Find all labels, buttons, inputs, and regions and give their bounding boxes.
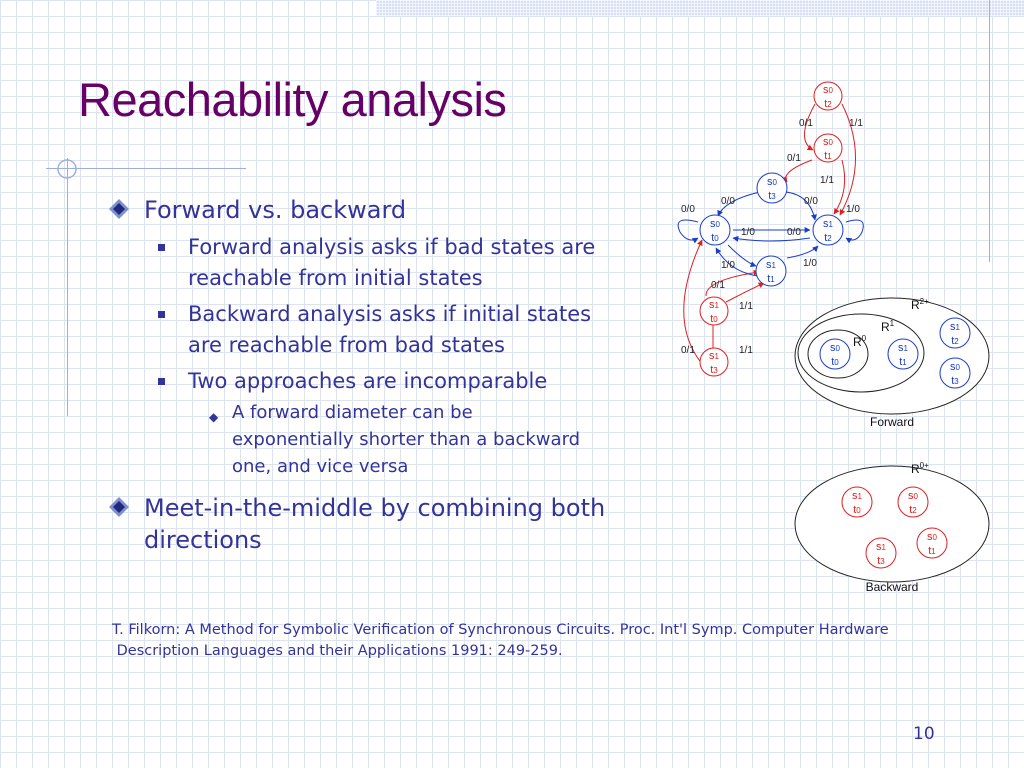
svg-text:s0: s0 xyxy=(823,84,833,96)
sub-bullet-incomparable xyxy=(106,366,646,397)
backward-caption: Backward xyxy=(865,580,919,594)
svg-text:s1: s1 xyxy=(709,350,719,362)
forward-set-diagram xyxy=(795,297,989,429)
decorative-circle-icon xyxy=(55,157,79,181)
sub-bullet-line: Forward analysis asks if bad states are xyxy=(188,235,596,259)
svg-text:s0: s0 xyxy=(950,361,960,373)
edge-label: 0/1 xyxy=(681,345,695,356)
bullet-line: directions xyxy=(144,526,262,554)
svg-text:s0: s0 xyxy=(767,176,777,188)
decorative-vertical-line xyxy=(67,158,68,416)
sub-bullet-backward-analysis xyxy=(106,299,646,361)
svg-text:t1: t1 xyxy=(824,150,832,162)
svg-text:s1: s1 xyxy=(852,490,862,502)
edge-label: 0/0 xyxy=(681,204,695,215)
edge-label: 0/0 xyxy=(804,196,818,207)
diamond-bullet-icon xyxy=(108,496,130,518)
edge-label: 0/0 xyxy=(787,227,801,238)
state-node-s1t2 xyxy=(813,215,843,245)
svg-text:s0: s0 xyxy=(927,531,937,543)
set-label-R1: $R^1$ xyxy=(881,319,895,334)
set-node-s0t1 xyxy=(917,528,947,558)
sub-sub-bullet-diameter xyxy=(106,399,622,480)
sub-bullet-line: reachable from initial states xyxy=(188,266,483,290)
edge-label: 0/1 xyxy=(787,153,801,164)
sub-bullet-forward-analysis xyxy=(106,232,646,294)
svg-text:s1: s1 xyxy=(766,259,776,271)
bullet-meet-in-the-middle xyxy=(106,492,646,556)
svg-text:s1: s1 xyxy=(898,342,908,354)
small-diamond-bullet-icon: ◆ xyxy=(209,410,219,424)
svg-text:t1: t1 xyxy=(928,545,936,557)
set-node-s0t2 xyxy=(898,487,928,517)
square-bullet-icon xyxy=(158,311,165,318)
svg-text:s1: s1 xyxy=(823,218,833,230)
edge-label: 1/0 xyxy=(803,258,817,269)
set-label-R0: $R^0$ xyxy=(853,334,867,349)
svg-text:s1: s1 xyxy=(950,321,960,333)
set-node-s1t3 xyxy=(866,538,896,568)
svg-text:t1: t1 xyxy=(899,356,907,368)
state-node-s1t3 xyxy=(700,348,728,376)
edge-label: 1/1 xyxy=(739,301,753,312)
reachability-sets-diagram xyxy=(785,290,995,600)
sub-bullet-line: are reachable from bad states xyxy=(188,333,505,357)
svg-text:t0: t0 xyxy=(831,356,839,368)
svg-text:t0: t0 xyxy=(710,313,718,325)
bullet-line: Meet-in-the-middle by combining both xyxy=(144,494,606,522)
set-node-s1t2 xyxy=(940,318,970,348)
state-node-s0t0 xyxy=(700,215,730,245)
sub-sub-bullet-line: A forward diameter can be xyxy=(232,402,473,423)
svg-text:t0: t0 xyxy=(853,504,861,516)
svg-text:t2: t2 xyxy=(909,504,917,516)
set-node-s0t3 xyxy=(940,358,970,388)
svg-text:s1: s1 xyxy=(709,299,719,311)
backward-set-diagram xyxy=(795,461,989,594)
set-label-R0plus: $R^{0+}$ xyxy=(911,461,929,476)
set-node-s0t0 xyxy=(820,339,850,369)
state-node-s0t2 xyxy=(814,82,842,110)
svg-text:t1: t1 xyxy=(767,273,775,285)
square-bullet-icon xyxy=(158,378,165,385)
bullet-list xyxy=(106,194,646,562)
slide-title: Reachability analysis xyxy=(78,73,507,126)
svg-text:s0: s0 xyxy=(908,490,918,502)
forward-caption: Forward xyxy=(869,415,915,429)
svg-text:s0: s0 xyxy=(710,218,720,230)
citation-line: T. Filkorn: A Method for Symbolic Verification of Synchronous Circuits. Proc. Int'l Symp. Computer Hardware xyxy=(112,622,889,638)
citation-line: Description Languages and their Applications 1991: 249-259. xyxy=(112,643,563,659)
edge-label: 1/0 xyxy=(721,260,735,271)
edge-label: 0/0 xyxy=(721,196,735,207)
svg-text:t0: t0 xyxy=(711,232,719,244)
sub-bullet-line: Backward analysis asks if initial states xyxy=(188,302,592,326)
bullet-text: Forward vs. backward xyxy=(144,196,407,224)
state-node-s0t1 xyxy=(814,134,842,162)
sub-sub-bullet-line: exponentially shorter than a backward xyxy=(232,429,581,450)
edge-label: 1/0 xyxy=(846,204,860,215)
svg-text:t2: t2 xyxy=(951,335,959,347)
svg-text:t3: t3 xyxy=(768,190,776,202)
sub-sub-bullet-line: one, and vice versa xyxy=(232,456,409,477)
svg-text:t2: t2 xyxy=(824,232,832,244)
svg-text:t3: t3 xyxy=(877,555,885,567)
sub-bullet-line: Two approaches are incomparable xyxy=(188,369,548,393)
edge-label: 1/1 xyxy=(820,175,834,186)
set-node-s1t0 xyxy=(842,487,872,517)
svg-text:s0: s0 xyxy=(823,136,833,148)
edge-label: 1/1 xyxy=(849,118,863,129)
svg-text:t3: t3 xyxy=(951,375,959,387)
svg-text:t3: t3 xyxy=(710,364,718,376)
state-node-s1t0 xyxy=(700,297,728,325)
bullet-forward-vs-backward xyxy=(106,194,646,226)
diamond-bullet-icon xyxy=(108,198,130,220)
page-number: 10 xyxy=(913,724,935,744)
edge-label: 0/1 xyxy=(711,280,725,291)
edge-label: 0/1 xyxy=(799,118,813,129)
set-label-R2plus: $R^{2+}$ xyxy=(911,297,929,312)
set-node-s1t1 xyxy=(888,339,918,369)
state-node-s0t3 xyxy=(757,173,787,203)
edge-label: 1/0 xyxy=(741,227,755,238)
state-node-s1t1 xyxy=(756,256,786,286)
edge-label: 1/1 xyxy=(739,345,753,356)
svg-text:s0: s0 xyxy=(830,342,840,354)
svg-text:t2: t2 xyxy=(824,98,832,110)
citation xyxy=(112,620,952,662)
svg-text:s1: s1 xyxy=(876,541,886,553)
square-bullet-icon xyxy=(158,244,165,251)
decorative-top-band xyxy=(376,0,1024,16)
